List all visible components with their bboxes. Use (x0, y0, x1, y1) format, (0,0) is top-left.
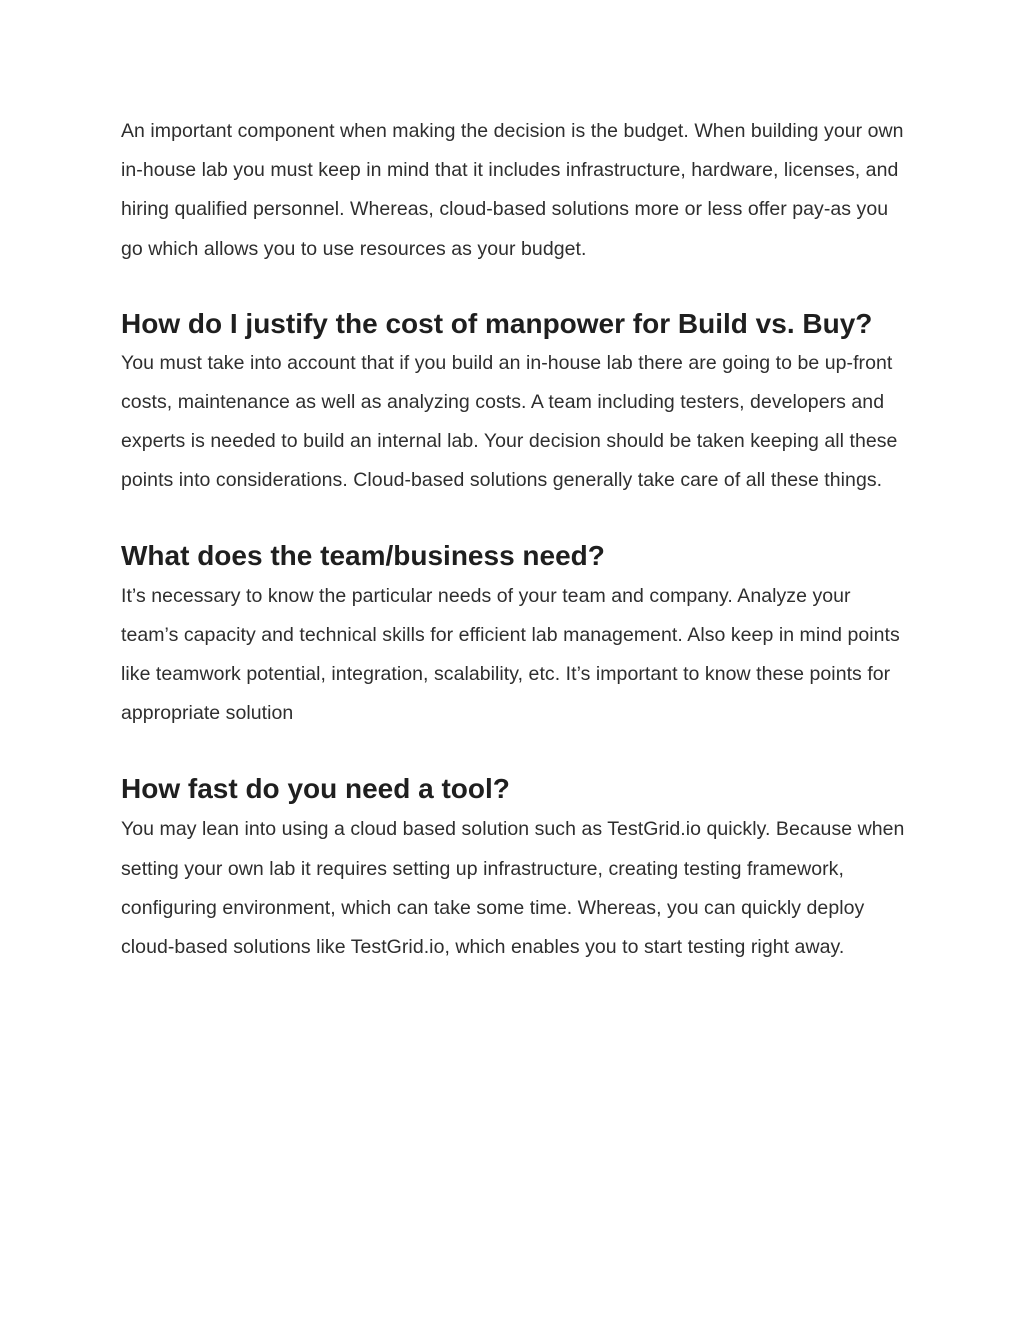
document-page (121, 112, 911, 967)
section-heading-manpower: How do I justify the cost of manpower for Build vs. Buy? (121, 307, 873, 339)
intro-paragraph: An important component when making the decision is the budget. When building your own in-house lab you must keep in mind that it includes infrastructure, hardware, licenses, and hiring qualified personnel. Whereas, cloud-based solutions more or less offer pay-as you go which allows you to use resources as your budget. (121, 120, 904, 260)
section-body-manpower: You must take into account that if you build an in-house lab there are going to be up-front costs, maintenance as well as analyzing costs. A team including testers, developers and experts is needed to build an internal lab. Your decision should be taken keeping all these points into considerations. Cloud-based solutions generally take care of all these things. (121, 351, 898, 492)
section-heading-tool-speed: How fast do you need a tool? (121, 773, 510, 805)
section-heading-team-needs: What does the team/business need? (121, 539, 605, 571)
section-body-tool-speed: You may lean into using a cloud based solution such as TestGrid.io quickly. Because when setting your own lab it requires setting up infrastructure, creating testing framework, configuring environment, which can take some time. Whereas, you can quickly deploy cloud-based solutions like TestGrid.io, which enables you to start testing right away. (121, 818, 905, 959)
section-body-team-needs: It’s necessary to know the particular needs of your team and company. Analyze your team’s capacity and technical skills for efficient lab management. Also keep in mind points like teamwork potential, integration, scalability, etc. It’s important to know these points for appropriate solution (121, 584, 900, 725)
